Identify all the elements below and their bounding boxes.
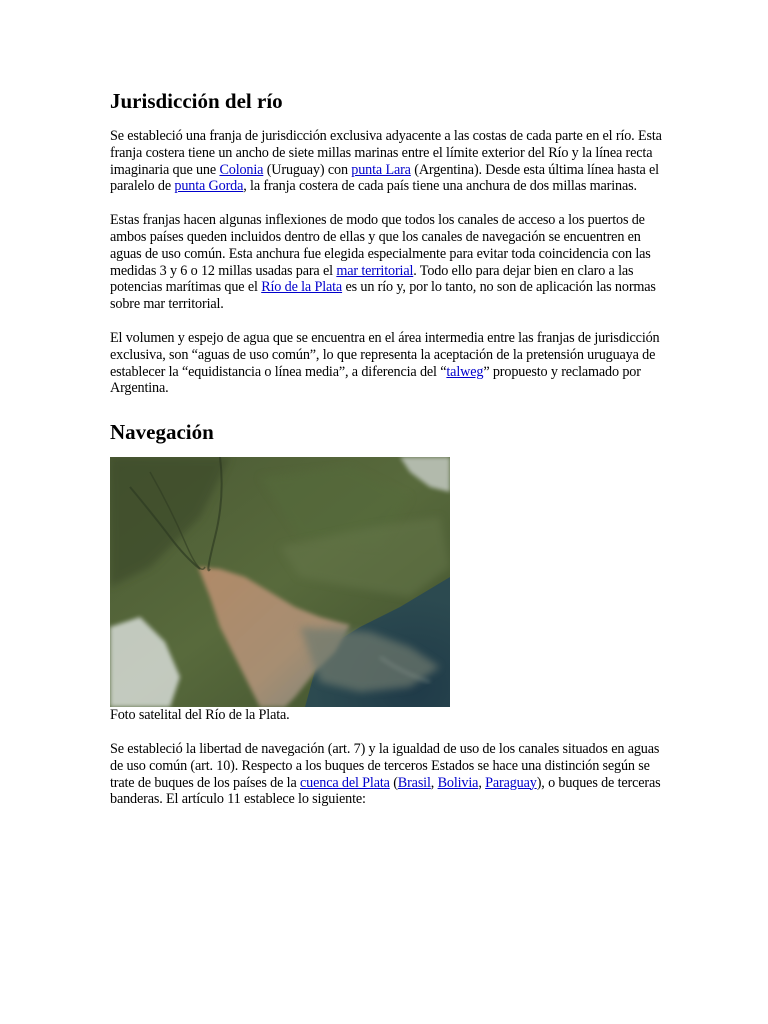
paragraph-text: (Argentina). Desde esta última línea hasta el paralelo de xyxy=(110,161,659,195)
figure-caption: Foto satelital del Río de la Plata. xyxy=(110,707,290,724)
link-punta-lara[interactable]: punta Lara xyxy=(351,161,411,178)
link-mar-territorial[interactable]: mar territorial xyxy=(336,262,414,279)
link-talweg[interactable]: talweg xyxy=(446,363,484,380)
link-bolivia[interactable]: Bolivia xyxy=(437,774,479,791)
link-paraguay[interactable]: Paraguay xyxy=(485,774,537,791)
paragraph-inflexiones xyxy=(110,212,662,313)
paragraph-text: ” propuesto y reclamado por Argentina. xyxy=(110,363,641,397)
link-brasil[interactable]: Brasil xyxy=(397,774,431,791)
paragraph-text: Se estableció la libertad de navegación (art. 7) y la igualdad de uso de los canales situados en aguas de uso común (art. 10). Respecto a los buques de terceros Estados se hace una distinción según se trate de buques de los países de la xyxy=(110,740,660,791)
link-cuenca-del-plata[interactable]: cuenca del Plata xyxy=(300,774,390,791)
link-punta-gorda[interactable]: punta Gorda xyxy=(174,178,244,195)
section-heading-navegacion: Navegación xyxy=(110,420,214,445)
paragraph-text: , xyxy=(430,774,438,791)
paragraph-text: , la franja costera de cada país tiene una anchura de dos millas marinas. xyxy=(243,178,637,195)
paragraph-text: Se estableció una franja de jurisdicción exclusiva adyacente a las costas de cada parte en el río. Esta franja costera tiene un ancho de siete millas marinas entre el límite exterior del Río y la línea recta imaginaria que une xyxy=(110,128,662,178)
link-rio-de-la-plata[interactable]: Río de la Plata xyxy=(261,279,343,296)
paragraph-text: , xyxy=(478,774,486,791)
paragraph-text: ), o buques de terceras banderas. El artículo 11 establece lo siguiente: xyxy=(110,774,661,808)
paragraph-text: El volumen y espejo de agua que se encuentra en el área intermedia entre las franjas de jurisdicción exclusiva, son “aguas de uso común”, lo que representa la aceptación de la pretensión uruguaya de establecer la “equidistancia o línea media”, a diferencia del “ xyxy=(110,329,660,380)
paragraph-franja-jurisdiccion xyxy=(110,128,662,195)
link-colonia[interactable]: Colonia xyxy=(219,161,264,178)
paragraph-text: ( xyxy=(389,774,398,791)
paragraph-text: es un río y, por lo tanto, no son de aplicación las normas sobre mar territorial. xyxy=(110,279,656,313)
satellite-image xyxy=(110,457,450,707)
paragraph-aguas-uso-comun xyxy=(110,330,662,397)
paragraph-text: . Todo ello para dejar bien en claro a las potencias marítimas que el xyxy=(110,262,634,296)
article-body xyxy=(110,86,662,825)
paragraph-text: (Uruguay) con xyxy=(263,161,352,178)
section-heading-jurisdiccion: Jurisdicción del río xyxy=(110,89,283,113)
paragraph-libertad-navegacion xyxy=(110,741,662,808)
satellite-figure xyxy=(110,457,450,707)
paragraph-text: Estas franjas hacen algunas inflexiones de modo que todos los canales de acceso a los puertos de ambos países queden incluidos dentro de ellas y que los canales de navegación se encuentren en aguas de uso común. Esta anchura fue elegida especialmente para evitar toda coincidencia con las medidas 3 y 6 o 12 millas usadas para el xyxy=(110,212,651,279)
